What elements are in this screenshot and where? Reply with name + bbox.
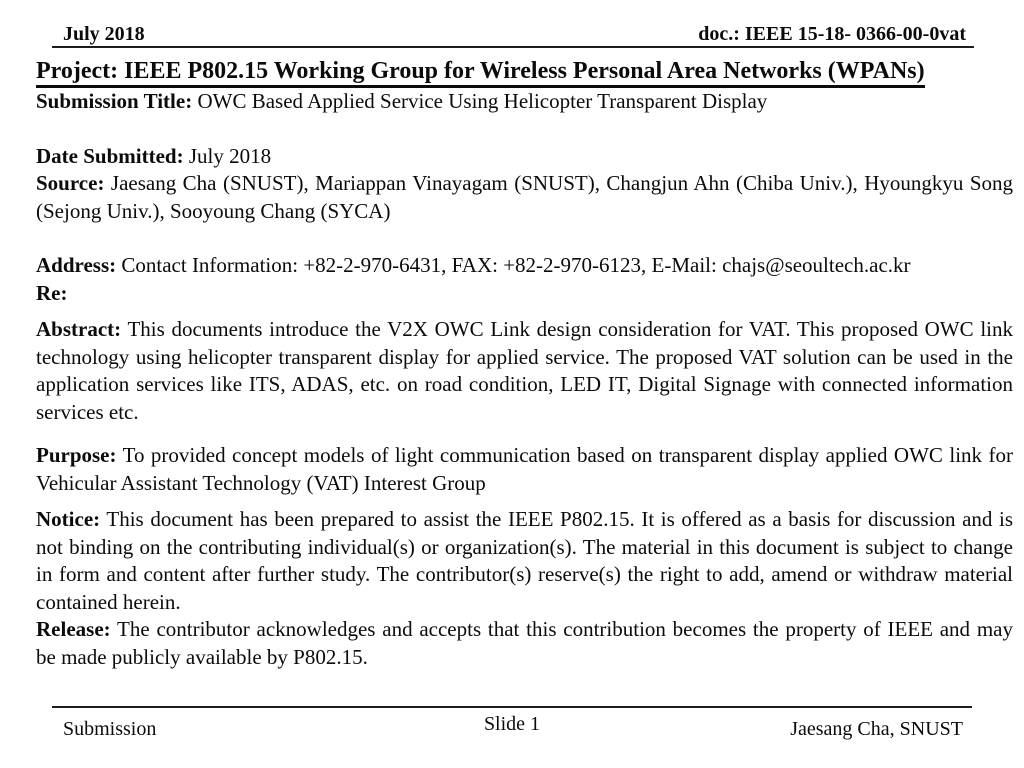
date-submitted-paragraph (36, 143, 1013, 171)
abstract-text: This documents introduce the V2X OWC Link design consideration for VAT. This proposed OWC link technology using helicopter transparent display for applied service. The proposed VAT solution can be used in the application services like ITS, ADAS, etc. on road condition, LED IT, Digital Signage with connected information services etc. (36, 317, 1013, 424)
submission-title-label: Submission Title: (36, 89, 193, 113)
source-paragraph (36, 170, 1013, 225)
date-submitted-label: Date Submitted: (36, 143, 184, 168)
date-submitted-text: July 2018 (188, 143, 272, 168)
header-date: July 2018 (63, 23, 145, 45)
release-label: Release: (36, 617, 111, 641)
notice-label: Notice: (36, 507, 101, 531)
submission-title-text: OWC Based Applied Service Using Helicopter Transparent Display (197, 89, 768, 113)
release-text: The contributor acknowledges and accepts that this contribution becomes the property of IEEE and may be made publicly available by P802.15. (36, 617, 1013, 669)
footer-author: Jaesang Cha, SNUST (790, 718, 963, 740)
project-title-text: Project: IEEE P802.15 Working Group for Wireless Personal Area Networks (WPANs) (36, 58, 925, 88)
source-label: Source: (36, 171, 105, 195)
slide-body (36, 56, 1013, 671)
address-paragraph (36, 252, 1013, 280)
purpose-label: Purpose: (36, 443, 117, 467)
source-text: Jaesang Cha (SNUST), Mariappan Vinayagam (SNUST), Changjun Ahn (Chiba Univ.), Hyoungkyu Song (Sejong Univ.), Sooyoung Chang (SYCA) (36, 171, 1014, 223)
footer-rule (52, 706, 972, 708)
release-paragraph (36, 616, 1013, 671)
re-paragraph (36, 280, 1013, 308)
address-label: Address: (36, 253, 117, 277)
purpose-paragraph (36, 442, 1013, 497)
abstract-label: Abstract: (36, 317, 122, 341)
slide-header (63, 22, 966, 46)
footer-submission-label: Submission (63, 718, 157, 740)
project-title (36, 56, 1013, 86)
purpose-text: To provided concept models of light communication based on transparent display applied OWC link for Vehicular Assistant Technology (VAT) Interest Group (36, 443, 1013, 495)
re-label: Re: (36, 280, 68, 305)
address-text: Contact Information: +82-2-970-6431, FAX: +82-2-970-6123, E-Mail: chajs@seoultech.ac.kr (121, 253, 911, 277)
notice-paragraph (36, 506, 1013, 616)
submission-title-paragraph (36, 88, 1013, 116)
abstract-paragraph (36, 316, 1013, 426)
header-doc-number: doc.: IEEE 15-18- 0366-00-0vat (698, 23, 966, 45)
footer-slide-number: Slide 1 (483, 713, 541, 735)
header-rule (52, 46, 974, 48)
notice-text: This document has been prepared to assist the IEEE P802.15. It is offered as a basis for discussion and is not binding on the contributing individual(s) or organization(s). The material in this document is subject to change in form and content after further study. The contributor(s) reserve(s) the right to add, amend or withdraw material contained herein. (36, 507, 1013, 614)
